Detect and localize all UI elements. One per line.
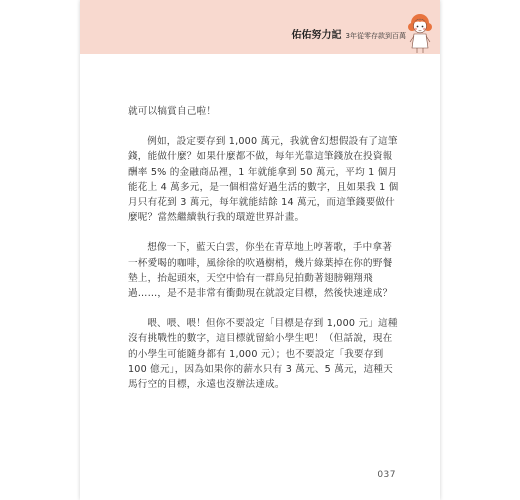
paragraph: 喂、喂、喂！但你不要設定「目標是存到 1,000 元」這種沒有挑戰性的數字，這目標就留給小學生吧！（但話說，現在的小學生可能隨身都有 1,000 元）；也不要設定「我要存到 100 億元」，因為如果你的薪水只有 3 萬元、5 萬元，這種天馬行空的目標，永遠也沒辦法達成。 [128,318,398,391]
body-text [128,104,400,407]
book-title: 佑佑努力記 [291,30,342,41]
running-header [292,26,406,41]
book-subtitle: 3年從零存款到百萬 [345,32,406,40]
girl-mascot-icon [406,12,434,54]
book-page [80,0,440,500]
page-number: 037 [377,470,396,480]
paragraph: 例如，設定要存到 1,000 萬元，我就會幻想假設有了這筆錢，能做什麼？如果什麼都不做，每年光靠這筆錢放在投資報酬率 5% 的金融商品裡，1 年就能拿到 50 萬元，平均 1 個月能花上 4 萬多元，是一個相當好過生活的數字，且如果我 1 個月只有花到 3 萬元，每年就能結餘 14 萬元，而這筆錢要做什麼呢？當然繼續執行我的環遊世界計畫。 [128,136,399,224]
paragraph: 就可以犒賞自己啦！ [128,106,217,117]
paragraph: 想像一下，藍天白雲，你坐在青草地上哼著歌，手中拿著一杯愛喝的咖啡，風徐徐的吹過樹梢，幾片綠葉掉在你的野餐墊上，抬起頭來，天空中恰有一群鳥兒拍動著翅膀翱翔飛過……，是不是非常有衝動現在就設定目標，然後快速達成？ [128,242,393,300]
